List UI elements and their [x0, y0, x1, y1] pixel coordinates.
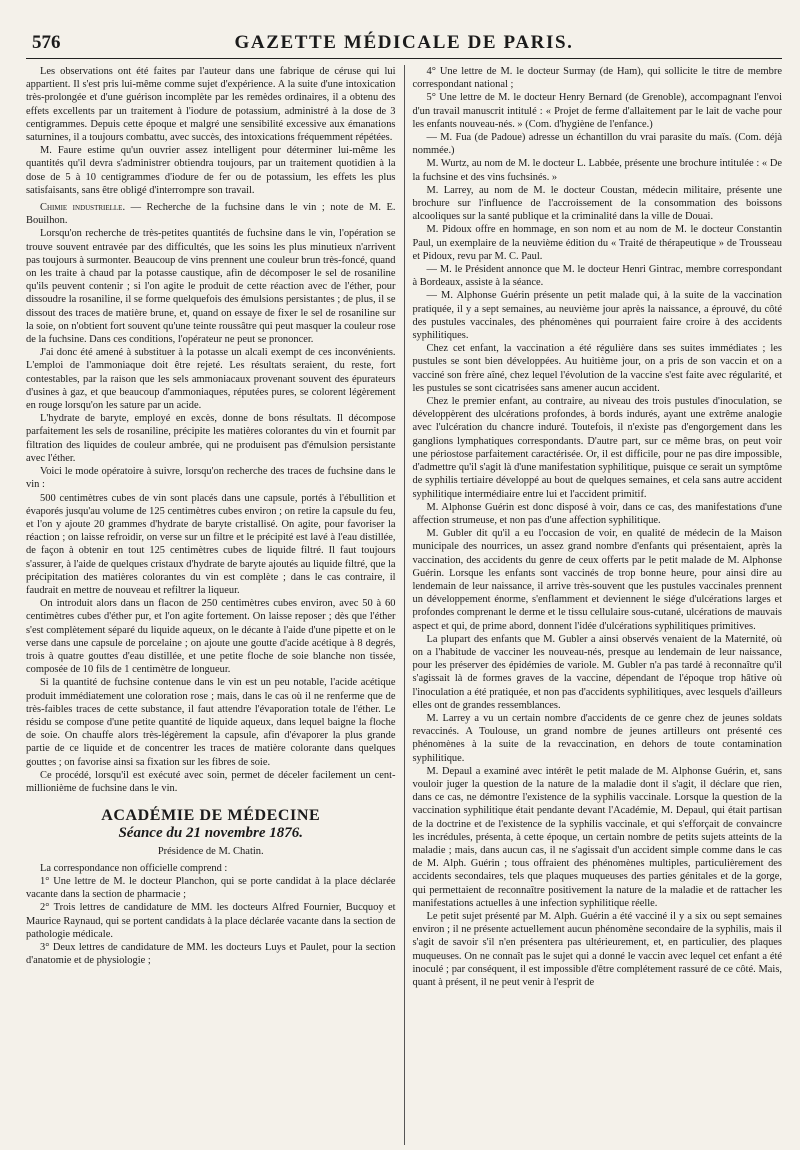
paragraph: M. Larrey a vu un certain nombre d'accidents de ce genre chez de jeunes soldats revaccinés. A Toulouse, un grand nombre de jeunes artilleurs ont présenté ces phénomènes à la suite de la revaccination, en dehors de toute contamination syphilitique.: [412, 712, 782, 764]
intro-block: [26, 65, 396, 197]
correspondance-block: [26, 862, 396, 968]
presidence: Présidence de M. Chatin.: [157, 845, 264, 857]
academie-heading: ACADÉMIE DE MÉDECINE: [101, 807, 321, 825]
paragraph: — M. le Président annonce que M. le docteur Henri Gintrac, membre correspondant à Bordeaux, assiste à la séance.: [412, 264, 782, 289]
paragraph: M. Faure estime qu'un ouvrier assez intelligent pour déterminer lui-même les quantités qu'il devra s'administrer obtiendra toujours, par un traitement quotidien à la dose de 5 à 10 centigrammes d'iodure de fer ou de potassium, les effets les plus satisfaisants, sans être obligé d'interrompre son travail.: [26, 145, 396, 196]
paragraph: 3° Deux lettres de candidature de MM. les docteurs Luys et Paulet, pour la section d'anatomie et de physiologie ;: [26, 942, 396, 967]
journal-title: GAZETTE MÉDICALE DE PARIS.: [234, 32, 574, 53]
paragraph: 2° Trois lettres de candidature de MM. les docteurs Alfred Fournier, Bucquoy et Maurice Raynaud, qui se portent candidats à la place déclarée vacante dans la section de pathologie médicale.: [26, 902, 396, 940]
paragraph: M. Gubler dit qu'il a eu l'occasion de voir, en qualité de médecin de la Maison municipale des nourrices, un assez grand nombre d'enfants qui présentaient, après la vaccination, des accidents du genre de ceux offerts par le petit malade de M. Alphonse Guérin. Lorsque les enfants sont vaccinés de trop bonne heure, pour ainsi dire au lendemain de leur naissance, il arrive très-souvent que les pustules vaccinales prennent un développement énorme, s'enflamment et deviennent le siége d'ulcérations larges et profondes comprenant le derme et le tissu cellulaire sous-cutané, ulcérations de mauvais aspect et qui, de prime abord, donnent l'idée d'ulcérations syphilitiques primitives.: [412, 528, 782, 632]
page-header: [26, 30, 782, 59]
article-columns: [26, 65, 782, 1145]
paragraph: Si la quantité de fuchsine contenue dans le vin est un peu notable, l'acide acétique produit immédiatement une coloration rose ; mais, dans le cas où il ne renferme que de très-faibles traces de cette substance, il faut attendre l'évaporation totale de l'éther. Le résidu se compose d'une petite quantité de liquide aqueux, dans lequel baigne la floche de soie. On chauffe alors très-légèrement la capsule, afin d'évaporer la plus grande partie de ce liquide et de concentrer les traces de matière colorante dans quelques gouttes ; on favorise ainsi sa fixation sur les fibres de soie.: [26, 677, 396, 768]
chimie-block: [26, 227, 396, 795]
paragraph: L'hydrate de baryte, employé en excès, donne de bons résultats. Il décompose parfaitement les sels de rosaniline, précipite les matières colorantes du vin et fournit par filtration des liquides de couleur ambrée, qui ne produisent pas d'émulsion persistante avec l'éther.: [26, 413, 396, 464]
paragraph: J'ai donc été amené à substituer à la potasse un alcali exempt de ces inconvénients. L'emploi de l'ammoniaque doit être rejeté. Les résultats seraient, du reste, fort contestables, par la raison que les sels ammoniacaux provenant souvent des épurateurs d'usines à gaz, et que beaucoup d'ammoniaques, réputées pures, se colorent légèrement en rouge lorsqu'on les sature par un acide.: [26, 347, 396, 412]
paragraph: Voici le mode opératoire à suivre, lorsqu'on recherche des traces de fuchsine dans le vin :: [26, 466, 396, 491]
paragraph: Ce procédé, lorsqu'il est exécuté avec soin, permet de déceler facilement un cent-millionième de fuchsine dans le vin.: [26, 769, 396, 794]
paragraph: — M. Alphonse Guérin présente un petit malade qui, à la suite de la vaccination pratiquée, il y a sept semaines, au neuvième jour après la naissance, a éprouvé, du côté des pustules vaccinales, des phénomènes qui pourraient faire croire à des accidents syphilitiques.: [412, 290, 782, 342]
right-column: [404, 65, 783, 1145]
paragraph: — M. Fua (de Padoue) adresse un échantillon du vrai parasite du maïs. (Com. déjà nommée.): [412, 132, 782, 157]
left-column: [26, 65, 404, 1145]
paragraph: Le petit sujet présenté par M. Alph. Guérin a été vacciné il y a six ou sept semaines environ ; il ne présente actuellement aucun phénomène secondaire de la syphilis, mais il s'agit de savoir s'il n'en présentera pas ultérieurement, et, en particulier, des plaques muqueuses. On ne connaît pas le sujet qui a donné le vaccin avec lequel cet enfant a été inoculé ; par conséquent, il est impossible d'être complétement rassuré de ce côté. Mais, quant à présent, il ne peut venir à l'esprit de: [412, 911, 782, 989]
chimie-heading: Chimie industrielle. — Recherche de la fuchsine dans le vin ; note de M. E. Bouilhon.: [26, 202, 396, 227]
seance-block: [413, 65, 783, 989]
paragraph: La correspondance non officielle comprend :: [40, 862, 228, 874]
paragraph: On introduit alors dans un flacon de 250 centimètres cubes environ, avec 50 à 60 centimètres cubes d'éther pur, et l'on agite fortement. On laisse reposer ; dès que l'éther s'est complètement séparé du liquide aqueux, on le décante à l'aide d'une pipette et on le verse dans une capsule de porcelaine ; on ajoute une goutte d'acide acétique à 8 degrés, trois à quatre gouttes d'eau distillée, et une petite floche de soie blanche non tissée, composée de 10 fils de 1 centimètre de longueur.: [26, 598, 396, 676]
paragraph: La plupart des enfants que M. Gubler a ainsi observés venaient de la Maternité, où on a l'habitude de vacciner les nouveau-nés, presque au lendemain de leur naissance, pour les préserver des épidémies de variole. M. Gubler n'a pas tardé à reconnaître qu'il s'agissait là de formes graves de la vaccine, dépendant de l'époque trop hâtive où l'inoculation a été pratiquée, et non pas d'accidents syphilitiques, avec lesquels d'ailleurs elles ont de grandes ressemblances.: [412, 633, 782, 711]
session-date: Séance du 21 novembre 1876.: [118, 825, 304, 842]
paragraph: M. Larrey, au nom de M. le docteur Coustan, médecin militaire, présente une brochure sur l'influence de l'accroissement de la consommation des boissons alcooliques sur la santé publique et la criminalité dans la ville de Douai.: [412, 184, 782, 223]
paragraph: 500 centimètres cubes de vin sont placés dans une capsule, portés à l'ébullition et évaporés jusqu'au volume de 125 centimètres cubes environ ; on retire la capsule du feu, et l'on y ajoute 20 grammes d'hydrate de baryte cristallisé. On agite, pour favoriser la réaction ; on laisse refroidir, on verse sur un filtre et le précipité est lavé à l'eau distillée, de façon à obtenir en tout 125 centimètres cubes de liquide filtré. Il faut toujours s'assurer, à l'aide de quelques cristaux d'hydrate de baryte ajoutés au liquide filtré, que la précipitation des matières colorantes du vin est complète ; dans le cas contraire, il faudrait en mettre de nouveau et refiltrer la liqueur.: [26, 492, 396, 596]
paragraph: 4° Une lettre de M. le docteur Surmay (de Ham), qui sollicite le titre de membre correspondant national ;: [412, 66, 782, 91]
paragraph: Chez le premier enfant, au contraire, au niveau des trois pustules d'inoculation, se développèrent des ulcérations profondes, à bords indurés, ayant une extrême analogie avec l'ulcération du chancre induré. Toutefois, il n'existe pas d'engorgement dans les ganglions lymphatiques correspondants. D'autre part, sur ce même bras, on peut voir une périostose parfaitement caractérisée. Or, il est difficile, pour ne pas dire impossible, d'admettre qu'il s'agit là d'une manifestation syphilitique, puisque ce serait un symptôme de syphilis tertiaire développé au bout de quelques semaines, et cela sans autre accident syphilitique intermédiaire entre lui et l'accident primitif.: [412, 396, 782, 500]
paragraph: 5° Une lettre de M. le docteur Henry Bernard (de Grenoble), accompagnant l'envoi d'un travail manuscrit intitulé : « Projet de ferme d'allaitement par le lait de vache pour les enfants nouveau-nés. » (Com. d'hygiène de l'enfance.): [412, 92, 782, 130]
paragraph: M. Pidoux offre en hommage, en son nom et au nom de M. le docteur Constantin Paul, un exemplaire de la neuvième édition du « Traité de thérapeutique » de Trousseau et Pidoux, revu par M. C. Paul.: [412, 224, 782, 262]
paragraph: 1° Une lettre de M. le docteur Planchon, qui se porte candidat à la place déclarée vacante dans la section de pharmacie ;: [26, 875, 396, 901]
paragraph: M. Depaul a examiné avec intérêt le petit malade de M. Alphonse Guérin, et, sans vouloir juger la question de la nature de la maladie dont il s'agit, il déclare que rien, dans ce cas, ne démontre l'existence de la syphilis vaccinale. Lorsque la question de la vaccination syphilitique était pendante devant l'Académie, M. Depaul, qui était partisan de la doctrine et de l'existence de la syphilis vaccinale, et qui s'efforçait de convaincre les incrédules, présenta, à cette époque, un certain nombre de petits sujets atteints de la maladie ; mais, dans aucun cas, il ne s'agissait d'un accident simple comme dans le cas de M. Alph. Guérin ; tous offraient des phénomènes multiples, particulièrement des accidents secondaires, tels que plaques muqueuses des parties génitales et de la gorge, qui permettaient de reconnaître positivement la nature de la maladie et de rattacher les manifestations actuelles à une infection syphilitique réelle.: [412, 765, 782, 909]
paragraph: Les observations ont été faites par l'auteur dans une fabrique de céruse qui lui appartient. Il s'est pris lui-même comme sujet d'expérience. A la suite d'une intoxication très-prolongée et d'une guérison incomplète par les remèdes ordinaires, il a obtenu des effets excellents par un traitement à l'iodure de potassium, administré à la dose de 3 centigrammes. Depuis cette époque et malgré une sensibilité excessive aux émanations saturnines, il a toujours combattu, avec succès, des intoxications fréquemment répétées.: [26, 66, 396, 144]
paragraph: Lorsqu'on recherche de très-petites quantités de fuchsine dans le vin, l'opération se trouve souvent entravée par des difficultés, que les soins les plus minutieux n'arrivent pas toujours à surmonter. Beaucoup de vins prennent une couleur brun très-foncé, quand on les traite à chaud par la potasse caustique, afin de décomposer le sel de rosaniline qu'ils peuvent contenir ; si l'on agite le produit de cette réaction avec de l'éther, pour dissoudre la rosaniline, il se forme quelquefois des émulsions persistantes ; de plus, il se dissout des traces de matière brune, et, quand on essaye de fixer le sel de rosaniline sur la soie, on n'obtient fort souvent qu'une teinte roussâtre qui peut masquer la couleur rose de la fuchsine. Dans ces conditions, l'opérateur ne peut se prononcer.: [26, 228, 396, 346]
page-number: 576: [32, 32, 61, 53]
paragraph: M. Wurtz, au nom de M. le docteur L. Labbée, présente une brochure intitulée : « De la fuchsine et des vins fuchsinés. »: [412, 158, 782, 183]
paragraph: M. Alphonse Guérin est donc disposé à voir, dans ce cas, des manifestations d'une affection strumeuse, et non pas d'une affection syphilitique.: [412, 501, 782, 526]
paragraph: Chez cet enfant, la vaccination a été régulière dans ses suites immédiates ; les pustules se sont bien développées. Au huitième jour, on a pris de son vaccin et on a vacciné son frère aîné, chez lequel l'évolution de la vaccine s'est faite avec régularité, et les pustules se sont cicatrisées sans amener aucun accident.: [412, 343, 782, 394]
